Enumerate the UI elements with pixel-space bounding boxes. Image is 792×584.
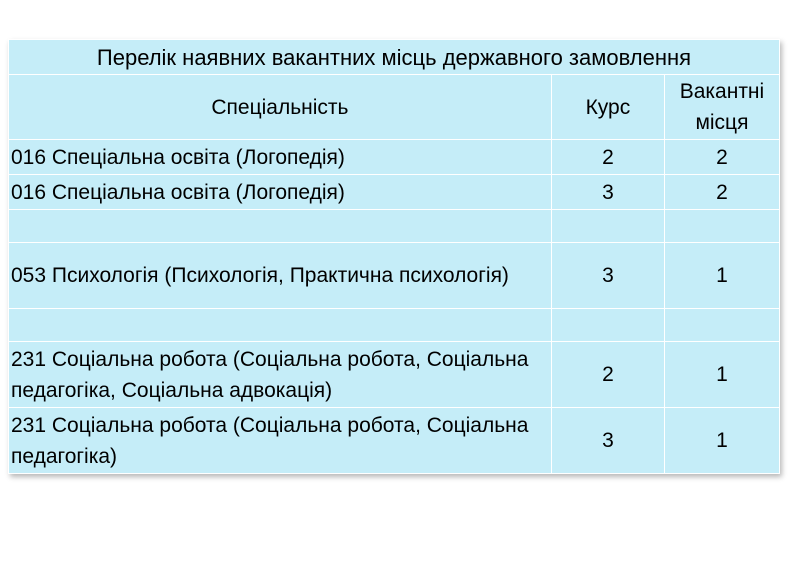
cell-course: 2 (551, 140, 664, 175)
table-row (9, 140, 780, 175)
table-row (9, 342, 780, 408)
cell-vacancies: 2 (664, 140, 779, 175)
cell-specialty: 016 Спеціальна освіта (Логопедія) (9, 140, 552, 175)
cell-course (551, 210, 664, 243)
cell-course: 2 (551, 342, 664, 408)
cell-vacancies: 1 (664, 408, 779, 474)
cell-course: 3 (551, 175, 664, 210)
cell-vacancies: 1 (664, 342, 779, 408)
cell-vacancies: 1 (664, 243, 779, 309)
cell-course: 3 (551, 408, 664, 474)
table-row-empty (9, 309, 780, 342)
table-title-row (9, 40, 780, 75)
vacancy-table (8, 39, 780, 474)
cell-vacancies: 2 (664, 175, 779, 210)
cell-course (551, 309, 664, 342)
cell-vacancies (664, 309, 779, 342)
header-vacancies: Вакантні місця (664, 75, 779, 140)
cell-specialty (9, 210, 552, 243)
cell-specialty: 016 Спеціальна освіта (Логопедія) (9, 175, 552, 210)
cell-vacancies (664, 210, 779, 243)
cell-specialty: 231 Соціальна робота (Соціальна робота, Соціальна педагогіка, Соціальна адвокація) (9, 342, 552, 408)
table-row (9, 408, 780, 474)
cell-course: 3 (551, 243, 664, 309)
cell-specialty: 231 Соціальна робота (Соціальна робота, Соціальна педагогіка) (9, 408, 552, 474)
header-course: Курс (551, 75, 664, 140)
table-title: Перелік наявних вакантних місць державного замовлення (9, 40, 780, 75)
cell-specialty: 053 Психологія (Психологія, Практична психологія) (9, 243, 552, 309)
table-row (9, 175, 780, 210)
cell-specialty (9, 309, 552, 342)
table-row (9, 243, 780, 309)
table-header-row (9, 75, 780, 140)
table-row-empty (9, 210, 780, 243)
header-specialty: Спеціальність (9, 75, 552, 140)
